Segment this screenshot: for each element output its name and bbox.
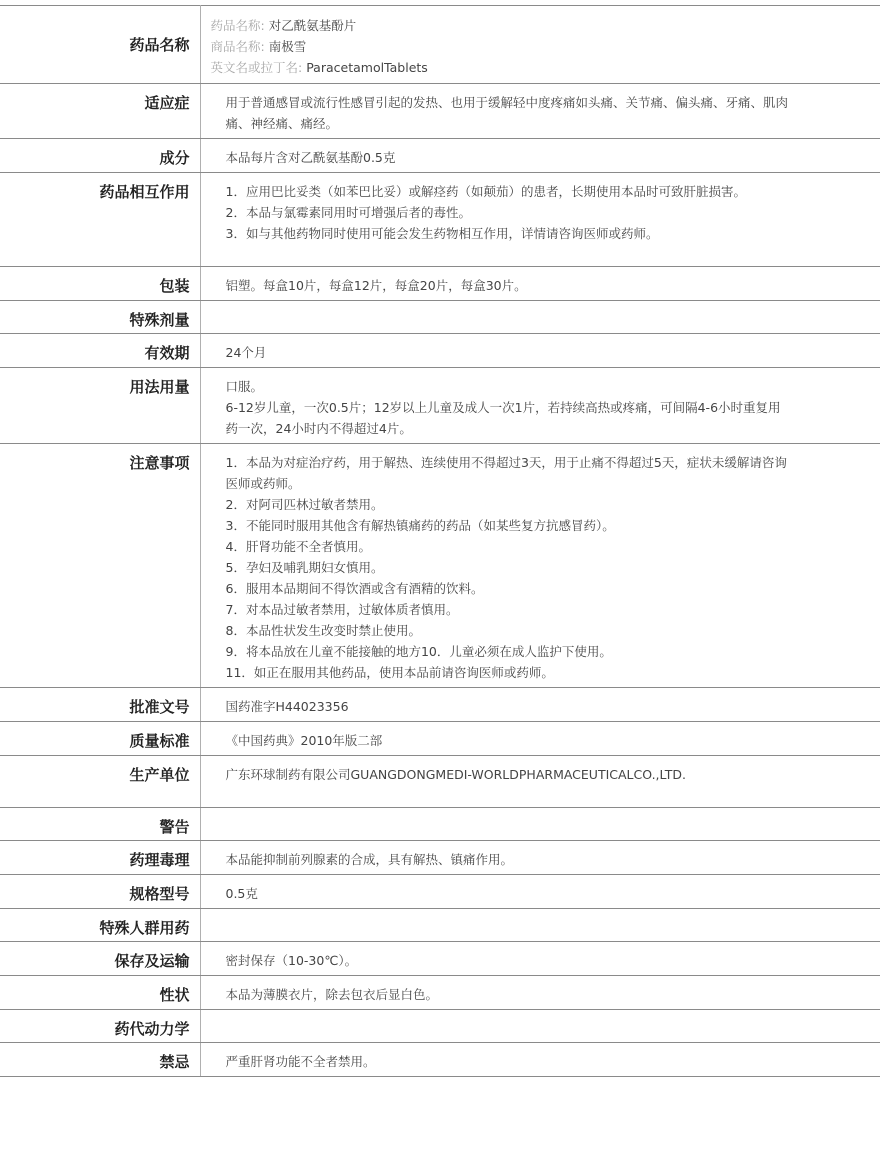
row-value-line: 1．本品为对症治疗药，用于解热、连续使用不得超过3天，用于止痛不得超过5天，症状未缓解请咨询医师或药师。 <box>225 455 787 491</box>
row-label-text: 药品名称 <box>129 35 190 54</box>
english-name-value: ParacetamolTablets <box>306 60 428 75</box>
row-value-line: 3．如与其他药物同时使用可能会发生药物相互作用，详情请咨询医师或药师。 <box>225 226 659 241</box>
row-label-text: 包装 <box>159 277 190 295</box>
row-value-line: 8．本品性状发生改变时禁止使用。 <box>225 623 421 638</box>
row-value-line: 6．服用本品期间不得饮酒或含有酒精的饮料。 <box>225 581 484 596</box>
row-value-line: 用于普通感冒或流行性感冒引起的发热、也用于缓解轻中度疼痛如头痛、关节痛、偏头痛、牙痛、肌肉痛、神经痛、痛经。 <box>225 95 789 131</box>
row-value-line: 国药准字H44023356 <box>225 699 349 714</box>
row-value-line: 2．对阿司匹林过敏者禁用。 <box>225 497 384 512</box>
row-value-line: 广东环球制药有限公司GUANGDONGMEDI-WORLDPHARMACEUTICALCO.,LTD. <box>225 767 687 782</box>
row-value <box>200 841 880 875</box>
row-label-text: 禁忌 <box>159 1053 190 1071</box>
row-value <box>200 444 880 688</box>
row-label <box>0 909 200 942</box>
row-value-line: 5．孕妇及哺乳期妇女慎用。 <box>225 560 384 575</box>
row-label <box>0 368 200 444</box>
english-name-line <box>211 57 871 78</box>
row-value <box>200 688 880 722</box>
row-label-text: 注意事项 <box>129 454 190 472</box>
table-row <box>0 267 880 301</box>
row-label <box>0 875 200 909</box>
row-label <box>0 808 200 841</box>
generic-name-value: 对乙酰氨基酚片 <box>268 18 357 33</box>
row-label <box>0 301 200 334</box>
row-label <box>0 334 200 368</box>
table-row <box>0 808 880 841</box>
generic-name-key: 药品名称: <box>210 18 265 33</box>
table-row <box>0 841 880 875</box>
row-value-line: 本品能抑制前列腺素的合成，具有解热、镇痛作用。 <box>225 852 514 867</box>
row-label-text: 性状 <box>159 986 190 1004</box>
row-label <box>0 1010 200 1043</box>
table-row <box>0 688 880 722</box>
row-value <box>200 875 880 909</box>
row-value-line: 密封保存（10-30℃）。 <box>225 953 358 968</box>
row-value <box>200 909 880 942</box>
table-row <box>0 301 880 334</box>
row-value-drug-name <box>200 6 880 84</box>
row-value-line: 本品为薄膜衣片，除去包衣后显白色。 <box>225 987 439 1002</box>
table-row <box>0 909 880 942</box>
row-label <box>0 722 200 756</box>
row-label-text: 规格型号 <box>129 885 190 903</box>
row-value-line: 《中国药典》2010年版二部 <box>225 733 383 748</box>
row-label-text: 成分 <box>159 149 190 167</box>
row-label-text: 质量标准 <box>129 732 190 750</box>
trade-name-value: 南极雪 <box>268 39 307 54</box>
table-row <box>0 368 880 444</box>
english-name-key: 英文名或拉丁名: <box>210 60 303 75</box>
row-value <box>200 808 880 841</box>
row-value <box>200 942 880 976</box>
row-label-drug-name <box>0 6 200 84</box>
row-label <box>0 841 200 875</box>
row-label-text: 药代动力学 <box>114 1020 190 1038</box>
row-value-line: 严重肝肾功能不全者禁用。 <box>225 1054 376 1069</box>
row-label-text: 批准文号 <box>129 698 190 716</box>
table-row-drug-name <box>0 6 880 84</box>
row-value-line: 本品每片含对乙酰氨基酚0.5克 <box>225 150 396 165</box>
row-label-text: 保存及运输 <box>114 952 190 970</box>
table-row <box>0 1010 880 1043</box>
row-label <box>0 688 200 722</box>
row-value <box>200 1010 880 1043</box>
row-label <box>0 756 200 808</box>
row-label <box>0 942 200 976</box>
row-value <box>200 976 880 1010</box>
row-label-text: 警告 <box>159 818 190 836</box>
table-row <box>0 173 880 267</box>
row-value-line: 6-12岁儿童，一次0.5片；12岁以上儿童及成人一次1片，若持续高热或疼痛，可间隔4-6小时重复用药一次，24小时内不得超过4片。 <box>225 400 781 436</box>
row-label <box>0 84 200 139</box>
table-row <box>0 444 880 688</box>
row-value-line: 24个月 <box>225 345 267 360</box>
table-row <box>0 334 880 368</box>
row-label <box>0 139 200 173</box>
row-label-text: 特殊剂量 <box>129 311 190 329</box>
row-value-line: 3．不能同时服用其他含有解热镇痛药的药品（如某些复方抗感冒药）。 <box>225 518 615 533</box>
table-row <box>0 84 880 139</box>
row-label-text: 适应症 <box>144 94 190 112</box>
row-label <box>0 444 200 688</box>
table-row <box>0 756 880 808</box>
row-value <box>200 368 880 444</box>
drug-info-table <box>0 5 880 1077</box>
table-row <box>0 976 880 1010</box>
row-value-line: 11．如正在服用其他药品，使用本品前请咨询医师或药师。 <box>225 665 554 680</box>
generic-name-line <box>211 15 871 36</box>
table-row <box>0 722 880 756</box>
row-value <box>200 756 880 808</box>
row-value-line: 4．肝肾功能不全者慎用。 <box>225 539 371 554</box>
row-label <box>0 173 200 267</box>
drug-info-body <box>0 6 880 1077</box>
table-row <box>0 139 880 173</box>
row-label <box>0 267 200 301</box>
row-value-line: 9．将本品放在儿童不能接触的地方10．儿童必须在成人监护下使用。 <box>225 644 612 659</box>
row-value <box>200 722 880 756</box>
row-label <box>0 1043 200 1077</box>
row-label-text: 生产单位 <box>129 766 190 784</box>
row-label-text: 药品相互作用 <box>99 183 190 201</box>
row-value <box>200 84 880 139</box>
trade-name-key: 商品名称: <box>210 39 265 54</box>
trade-name-line <box>211 36 871 57</box>
row-value-line: 口服。 <box>225 379 264 394</box>
row-value-line: 1．应用巴比妥类（如苯巴比妥）或解痉药（如颠茄）的患者，长期使用本品时可致肝脏损害。 <box>225 184 746 199</box>
row-label-text: 药理毒理 <box>129 851 190 869</box>
row-label-text: 有效期 <box>144 344 190 362</box>
row-value <box>200 267 880 301</box>
row-value-line: 2．本品与氯霉素同用时可增强后者的毒性。 <box>225 205 471 220</box>
row-label-text: 用法用量 <box>129 378 190 396</box>
table-row <box>0 1043 880 1077</box>
table-row <box>0 875 880 909</box>
table-row <box>0 942 880 976</box>
row-value <box>200 1043 880 1077</box>
row-label-text: 特殊人群用药 <box>99 919 190 937</box>
row-value <box>200 139 880 173</box>
row-value <box>200 301 880 334</box>
row-value-line: 铝塑。每盒10片，每盒12片，每盒20片，每盒30片。 <box>225 278 527 293</box>
row-value <box>200 334 880 368</box>
row-label <box>0 976 200 1010</box>
row-value <box>200 173 880 267</box>
row-value-line: 0.5克 <box>225 886 258 901</box>
row-value-line: 7．对本品过敏者禁用，过敏体质者慎用。 <box>225 602 459 617</box>
